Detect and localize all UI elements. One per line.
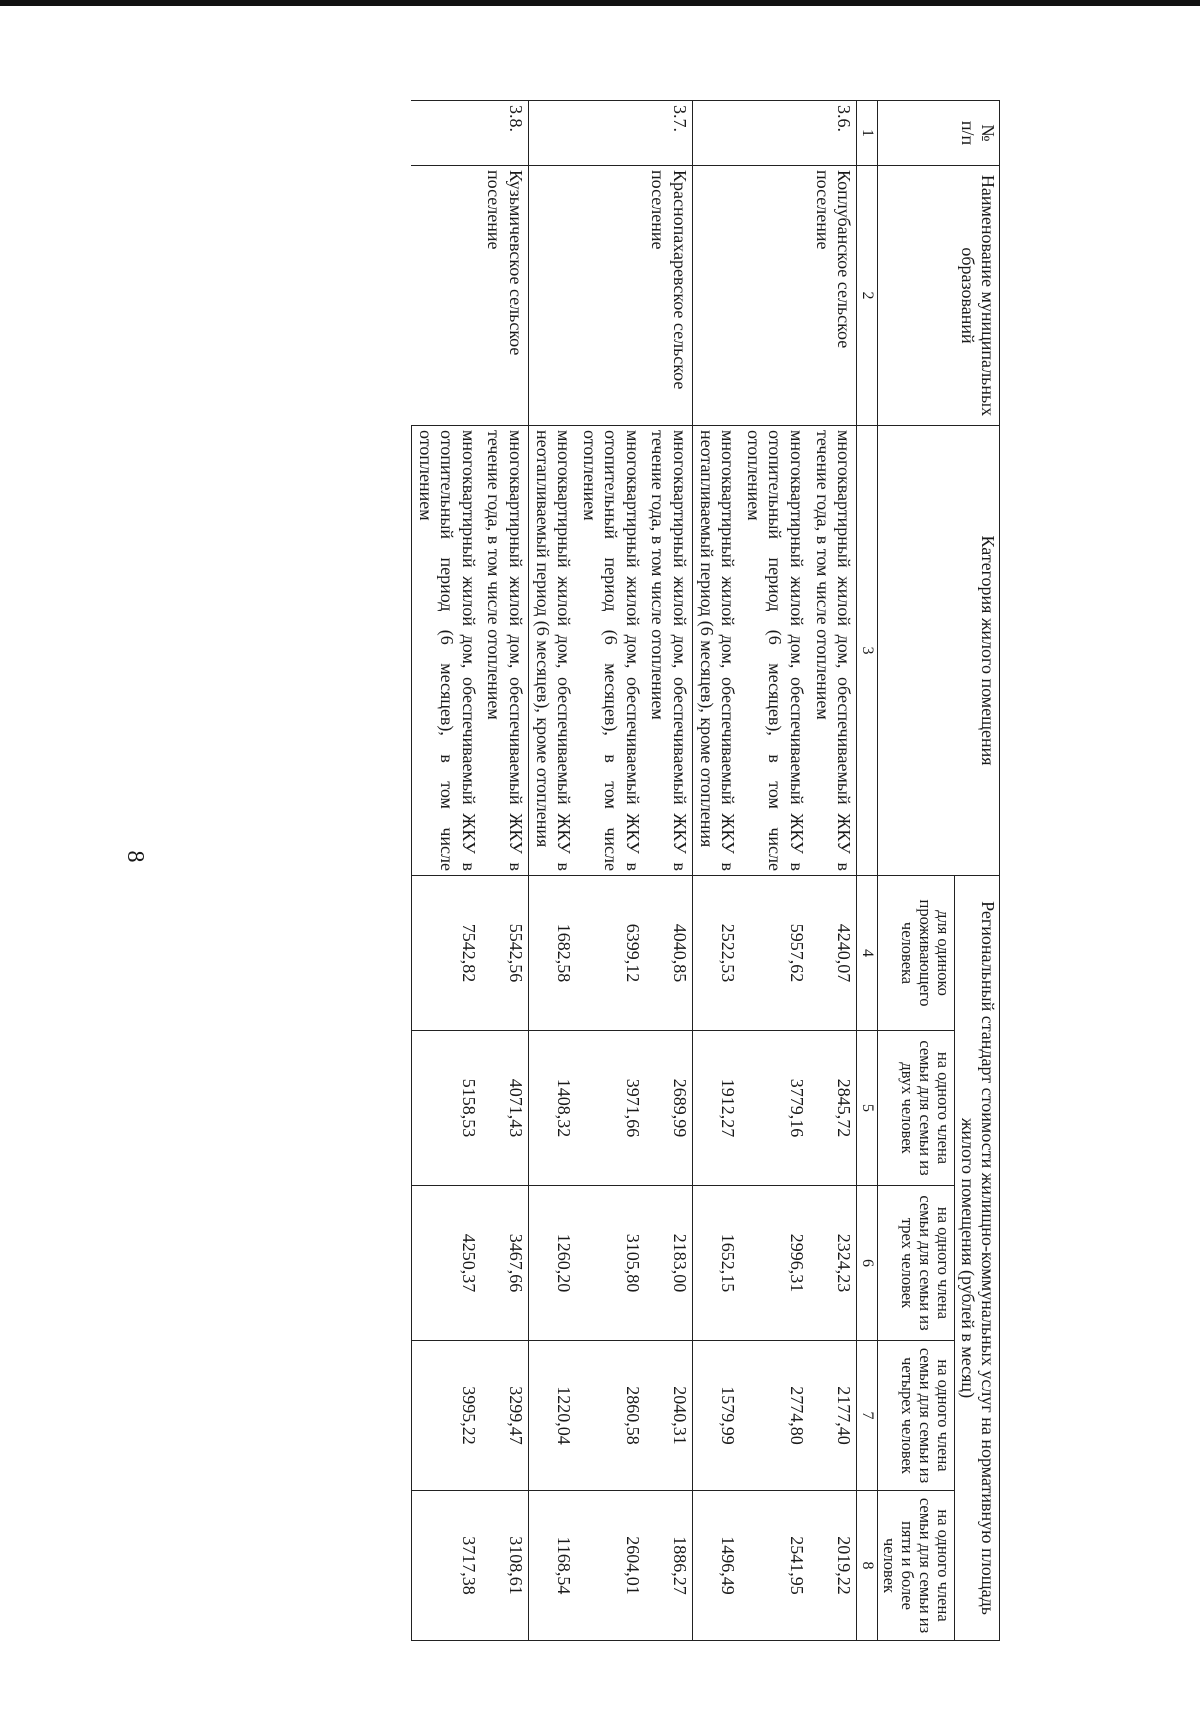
housing-category: многоквартирный жилой дом, обеспечиваемый ЖКУ в течение года, в том числе отоплением: [645, 426, 693, 876]
col-number: 1: [857, 101, 878, 166]
value-cell: 1496,49: [693, 1491, 741, 1641]
value-cell: 1682,58: [528, 876, 576, 1031]
housing-category: многоквартирный жилой дом, обеспечиваемый ЖКУ в течение года, в том числе отоплением: [809, 426, 857, 876]
table-row: [809, 101, 857, 1641]
value-cell: 2996,31: [740, 1186, 809, 1341]
value-cell: 2604,01: [576, 1491, 645, 1641]
municipality-name: Краснопахаревское сельское поселение: [528, 166, 692, 426]
value-cell: 2177,40: [809, 1341, 857, 1491]
page-number: 8: [122, 850, 148, 863]
header-sub-1: для одиноко проживающего человека: [877, 876, 955, 1031]
value-cell: 2522,53: [693, 876, 741, 1031]
municipality-name: Коплубанское сельское поселение: [693, 166, 857, 426]
value-cell: 3779,16: [740, 1031, 809, 1186]
header-sub-3: на одного члена семьи для семьи из трех человек: [877, 1186, 955, 1341]
value-cell: 4250,37: [411, 1186, 480, 1341]
col-number: 3: [857, 426, 878, 876]
header-sub-2: на одного члена семьи для семьи из двух человек: [877, 1031, 955, 1186]
header-sub-4: на одного члена семьи для семьи из четырех человек: [877, 1341, 955, 1491]
value-cell: 7542,82: [411, 876, 480, 1031]
table-row: [645, 101, 693, 1641]
value-cell: 3108,61: [481, 1491, 529, 1641]
value-cell: 3299,47: [481, 1341, 529, 1491]
table-row: [481, 101, 529, 1641]
value-cell: 2845,72: [809, 1031, 857, 1186]
value-cell: 3467,66: [481, 1186, 529, 1341]
col-number: 5: [857, 1031, 878, 1186]
housing-category: многоквартирный жилой дом, обеспечиваемый ЖКУ в течение года, в том числе отоплением: [481, 426, 529, 876]
value-cell: 5158,53: [411, 1031, 480, 1186]
col-number: 7: [857, 1341, 878, 1491]
value-cell: 2689,99: [645, 1031, 693, 1186]
value-cell: 2019,22: [809, 1491, 857, 1641]
value-cell: 3971,66: [576, 1031, 645, 1186]
housing-category: многоквартирный жилой дом, обеспечиваемый ЖКУ в неотапливаемый период (6 месяцев), кроме отопления: [693, 426, 741, 876]
value-cell: 2541,95: [740, 1491, 809, 1641]
col-number: 4: [857, 876, 878, 1031]
value-cell: 1408,32: [528, 1031, 576, 1186]
value-cell: 1886,27: [645, 1491, 693, 1641]
value-cell: 3105,80: [576, 1186, 645, 1341]
value-cell: 4240,07: [809, 876, 857, 1031]
col-number: 2: [857, 166, 878, 426]
value-cell: 1260,20: [528, 1186, 576, 1341]
value-cell: 2860,58: [576, 1341, 645, 1491]
value-cell: 1168,54: [528, 1491, 576, 1641]
value-cell: 1579,99: [693, 1341, 741, 1491]
value-cell: 2183,00: [645, 1186, 693, 1341]
row-number: 3.6.: [693, 101, 857, 166]
row-number: 3.7.: [528, 101, 692, 166]
value-cell: 6399,12: [576, 876, 645, 1031]
row-number: 3.8.: [411, 101, 528, 166]
value-cell: 1652,15: [693, 1186, 741, 1341]
header-name: Наименование муниципальных образований: [877, 166, 999, 426]
housing-category: многоквартирный жилой дом, обеспечиваемый ЖКУ в отопительный период (6 месяцев), в том числе отоплением: [411, 426, 480, 876]
value-cell: 5542,56: [481, 876, 529, 1031]
header-category: Категория жилого помещения: [877, 426, 999, 876]
header-sub-5: на одного члена семьи для семьи из пяти и более человек: [877, 1491, 955, 1641]
value-cell: 2774,80: [740, 1341, 809, 1491]
header-num: № п/п: [877, 101, 999, 166]
col-number: 6: [857, 1186, 878, 1341]
value-cell: 4040,85: [645, 876, 693, 1031]
housing-category: многоквартирный жилой дом, обеспечиваемый ЖКУ в отопительный период (6 месяцев), в том числе отоплением: [740, 426, 809, 876]
header-standard: Региональный стандарт стоимости жилищно-коммунальных услуг на нормативную площадь жилого помещения (рублей в месяц): [955, 876, 1000, 1641]
col-number: 8: [857, 1491, 878, 1641]
value-cell: 4071,43: [481, 1031, 529, 1186]
municipality-name: Кузьмичевское сельское поселение: [411, 166, 528, 426]
value-cell: 3717,38: [411, 1491, 480, 1641]
value-cell: 1220,04: [528, 1341, 576, 1491]
housing-category: многоквартирный жилой дом, обеспечиваемый ЖКУ в неотапливаемый период (6 месяцев), кроме отопления: [528, 426, 576, 876]
value-cell: 2324,23: [809, 1186, 857, 1341]
housing-standard-table: [411, 100, 1000, 1641]
housing-category: многоквартирный жилой дом, обеспечиваемый ЖКУ в отопительный период (6 месяцев), в том числе отоплением: [576, 426, 645, 876]
value-cell: 1912,27: [693, 1031, 741, 1186]
value-cell: 3995,22: [411, 1341, 480, 1491]
value-cell: 5957,62: [740, 876, 809, 1031]
value-cell: 2040,31: [645, 1341, 693, 1491]
